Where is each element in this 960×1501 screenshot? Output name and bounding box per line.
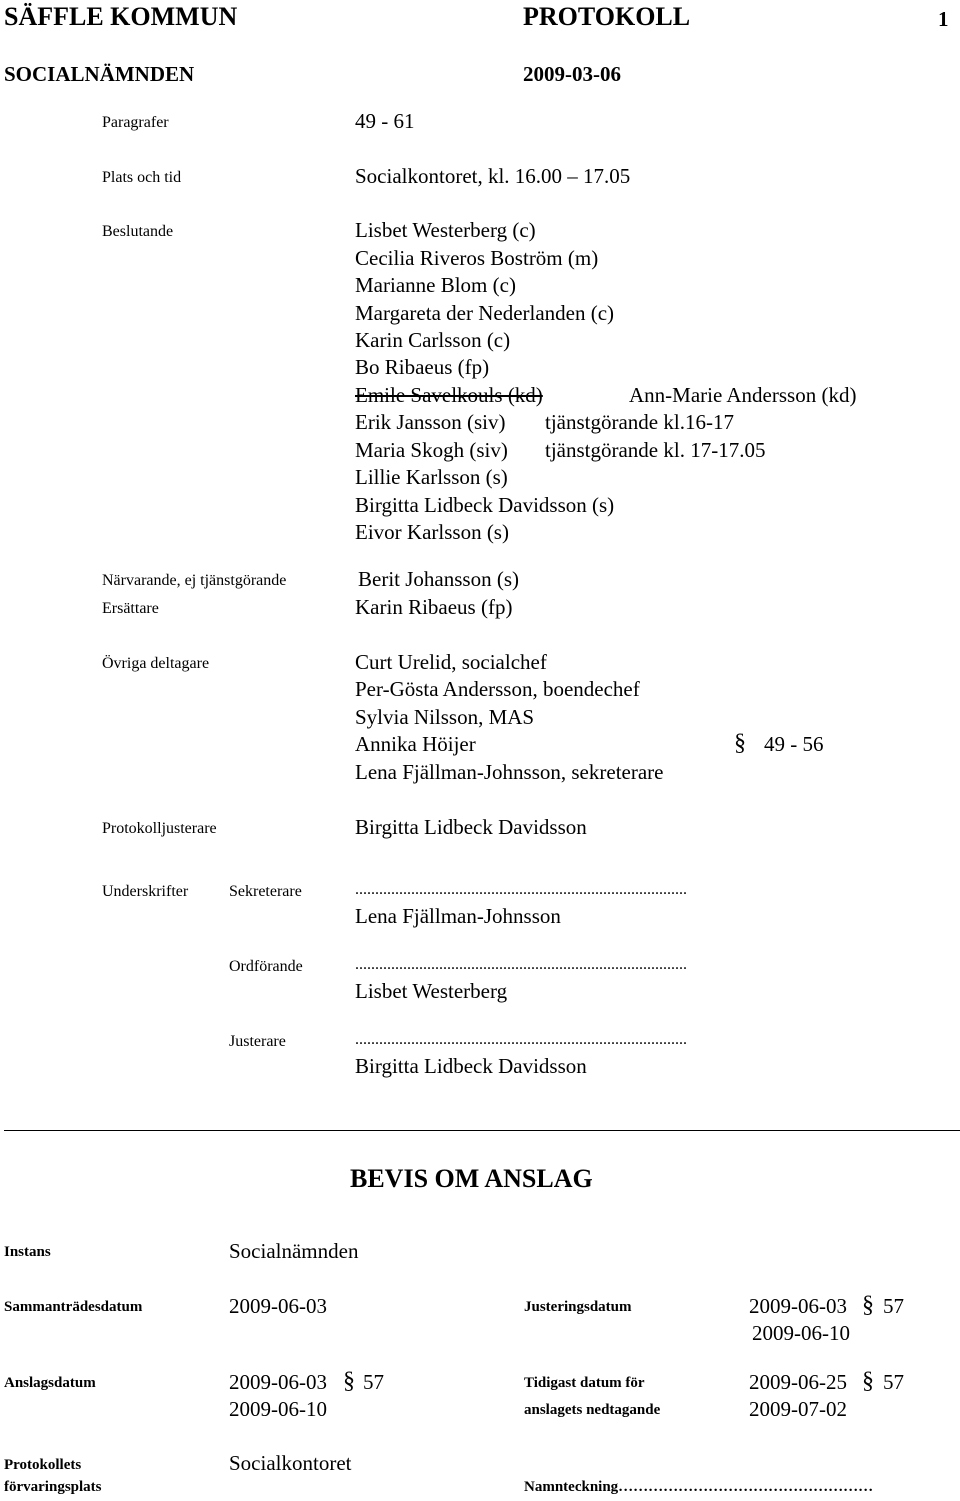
participant: Lena Fjällman-Johnsson, sekreterare [355, 760, 664, 784]
anslagsdatum-paragraph: 57 [363, 1370, 384, 1394]
meeting-date: 2009-03-06 [523, 62, 621, 86]
paragraph-sign: § [734, 730, 746, 756]
beslutande-member: Birgitta Lidbeck Davidsson (s) [355, 493, 615, 517]
municipality-name: SÄFFLE KOMMUN [4, 2, 238, 31]
beslutande-member: Lisbet Westerberg (c) [355, 218, 536, 242]
signature-line: ................................................................................... [355, 881, 687, 898]
tidigast-paragraph: 57 [883, 1370, 904, 1394]
instans-value: Socialnämnden [229, 1239, 359, 1263]
beslutande-member: Eivor Karlsson (s) [355, 520, 509, 544]
namnteckning-line: Namnteckning…………………………………………… [524, 1479, 874, 1495]
tidigast-value: 2009-06-25 [749, 1370, 847, 1394]
paragrafer-value: 49 - 61 [355, 109, 415, 133]
underskrifter-label: Underskrifter [102, 883, 189, 900]
anslagsdatum-value2: 2009-06-10 [229, 1397, 327, 1421]
paragraph-sign: § [862, 1292, 874, 1318]
forvaring-label: Protokollets [4, 1457, 82, 1473]
section-divider [4, 1130, 960, 1131]
forvaring-value: Socialkontoret [229, 1451, 352, 1475]
beslutande-member: Cecilia Riveros Boström (m) [355, 246, 599, 270]
participant: Per-Gösta Andersson, boendechef [355, 677, 640, 701]
paragrafer-label: Paragrafer [102, 114, 169, 131]
instans-label: Instans [4, 1244, 51, 1260]
participant: Annika Höijer [355, 732, 476, 756]
justeringsdatum-paragraph: 57 [883, 1294, 904, 1318]
plats-label: Plats och tid [102, 169, 182, 186]
ersattare-label: Ersättare [102, 600, 159, 617]
participant: Curt Urelid, socialchef [355, 650, 547, 674]
beslutande-member: Margareta der Nederlanden (c) [355, 301, 615, 325]
narvarande-value: Berit Johansson (s) [358, 567, 519, 591]
signature-name: Lisbet Westerberg [355, 979, 508, 1003]
paragraph-sign: § [862, 1368, 874, 1394]
protokolljusterare-value: Birgitta Lidbeck Davidsson [355, 815, 587, 839]
signature-name: Lena Fjällman-Johnsson [355, 904, 561, 928]
beslutande-member: Lillie Karlsson (s) [355, 465, 508, 489]
justeringsdatum-value2: 2009-06-10 [752, 1321, 850, 1345]
committee-name: SOCIALNÄMNDEN [4, 62, 195, 86]
beslutande-member: Erik Jansson (siv) [355, 410, 506, 434]
beslutande-member: Bo Ribaeus (fp) [355, 355, 490, 379]
bevis-title: BEVIS OM ANSLAG [350, 1164, 593, 1193]
sammantradesdatum-value: 2009-06-03 [229, 1294, 327, 1318]
plats-value: Socialkontoret, kl. 16.00 – 17.05 [355, 164, 631, 188]
ersattare-value: Karin Ribaeus (fp) [355, 595, 513, 619]
forvaring-label-line2: förvaringsplats [4, 1479, 102, 1495]
protokolljusterare-label: Protokolljusterare [102, 820, 217, 837]
struck-member: Emile Savelkouls (kd) [355, 383, 543, 407]
signature-role: Sekreterare [229, 883, 302, 900]
ovriga-label: Övriga deltagare [102, 655, 210, 672]
beslutande-member: Karin Carlsson (c) [355, 328, 511, 352]
sammantradesdatum-label: Sammanträdesdatum [4, 1299, 143, 1315]
paragraph-sign: § [343, 1368, 355, 1394]
justeringsdatum-value: 2009-06-03 [749, 1294, 847, 1318]
tidigast-label-line2: anslagets nedtagande [524, 1402, 661, 1418]
beslutande-label: Beslutande [102, 223, 174, 240]
signature-role: Justerare [229, 1033, 286, 1050]
justeringsdatum-label: Justeringsdatum [524, 1299, 632, 1315]
anslagsdatum-value: 2009-06-03 [229, 1370, 327, 1394]
tidigast-value2: 2009-07-02 [749, 1397, 847, 1421]
signature-role: Ordförande [229, 958, 303, 975]
signature-line: ................................................................................... [355, 956, 687, 973]
tidigast-label: Tidigast datum för [524, 1375, 645, 1391]
anslagsdatum-label: Anslagsdatum [4, 1375, 96, 1391]
page-number: 1 [938, 7, 949, 31]
beslutande-member: Marianne Blom (c) [355, 273, 516, 297]
service-note: tjänstgörande kl. 17-17.05 [545, 438, 766, 462]
signature-name: Birgitta Lidbeck Davidsson [355, 1054, 587, 1078]
document-type: PROTOKOLL [523, 2, 691, 31]
signature-line: ................................................................................... [355, 1031, 687, 1048]
beslutande-member: Maria Skogh (siv) [355, 438, 508, 462]
participant: Sylvia Nilsson, MAS [355, 705, 535, 729]
substitute-member: Ann-Marie Andersson (kd) [629, 383, 857, 407]
service-note: tjänstgörande kl.16-17 [545, 410, 734, 434]
paragraph-range: 49 - 56 [764, 732, 824, 756]
narvarande-label: Närvarande, ej tjänstgörande [102, 572, 287, 589]
